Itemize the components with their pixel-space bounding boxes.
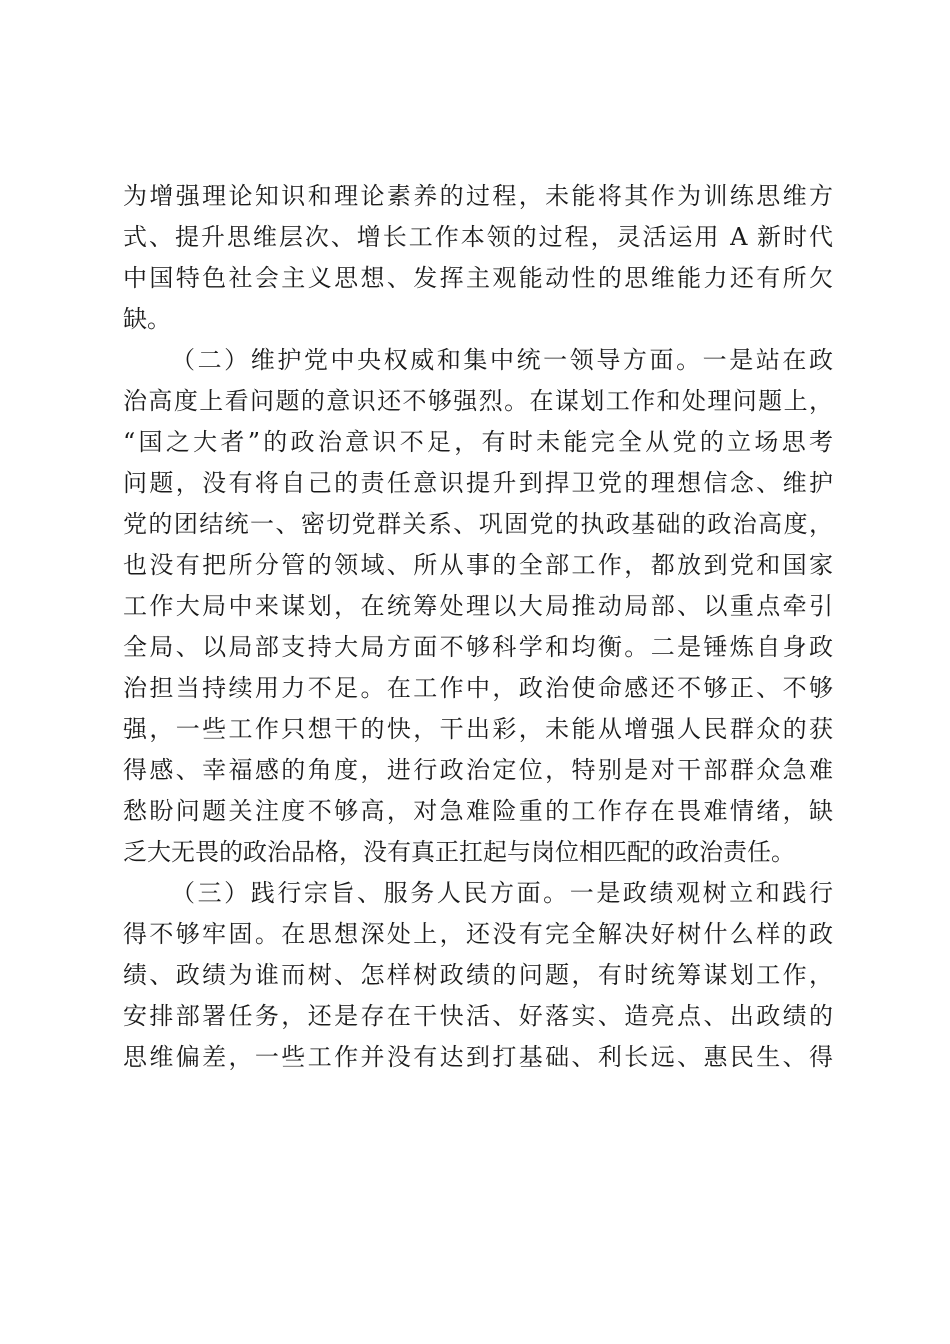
text-line: 愁盼问题关注度不够高，对急难险重的工作存在畏难情绪，缺 xyxy=(123,797,833,825)
text-line: 强，一些工作只想干的快，干出彩，未能从增强人民群众的获 xyxy=(123,715,833,743)
text-line: 问题，没有将自己的责任意识提升到捍卫党的理想信念、维护 xyxy=(123,469,833,497)
text-line: 中国特色社会主义思想、发挥主观能动性的思维能力还有所欠 xyxy=(123,264,833,292)
text-line: 得感、幸福感的角度，进行政治定位，特别是对干部群众急难 xyxy=(123,756,833,784)
document-body xyxy=(123,176,833,1078)
text-line: 绩、政绩为谁而树、怎样树政绩的问题，有时统筹谋划工作， xyxy=(123,961,833,989)
text-line: 得不够牢固。在思想深处上，还没有完全解决好树什么样的政 xyxy=(123,920,833,948)
text-line: 安排部署任务，还是存在干快活、好落实、造亮点、出政绩的 xyxy=(123,1002,833,1030)
text-line: 全局、以局部支持大局方面不够科学和均衡。二是锤炼自身政 xyxy=(123,633,833,661)
text-line: （三）践行宗旨、服务人民方面。一是政绩观树立和践行 xyxy=(171,879,833,907)
text-line: 为增强理论知识和理论素养的过程，未能将其作为训练思维方 xyxy=(123,182,833,210)
text-line: 式、提升思维层次、增长工作本领的过程，灵活运用 A 新时代 xyxy=(123,223,833,251)
text-line: 乏大无畏的政治品格，没有真正扛起与岗位相匹配的政治责任。 xyxy=(123,838,795,866)
text-line: （二）维护党中央权威和集中统一领导方面。一是站在政 xyxy=(171,346,833,374)
text-line: “国之大者”的政治意识不足，有时未能完全从党的立场思考 xyxy=(123,428,833,456)
text-line: 缺。 xyxy=(123,305,171,333)
text-line: 也没有把所分管的领域、所从事的全部工作，都放到党和国家 xyxy=(123,551,833,579)
text-line: 治担当持续用力不足。在工作中，政治使命感还不够正、不够 xyxy=(123,674,833,702)
text-line: 思维偏差，一些工作并没有达到打基础、利长远、惠民生、得 xyxy=(123,1043,833,1071)
text-line: 党的团结统一、密切党群关系、巩固党的执政基础的政治高度， xyxy=(123,510,833,538)
text-line: 工作大局中来谋划，在统筹处理以大局推动局部、以重点牵引 xyxy=(123,592,833,620)
text-line: 治高度上看问题的意识还不够强烈。在谋划工作和处理问题上， xyxy=(123,387,833,415)
